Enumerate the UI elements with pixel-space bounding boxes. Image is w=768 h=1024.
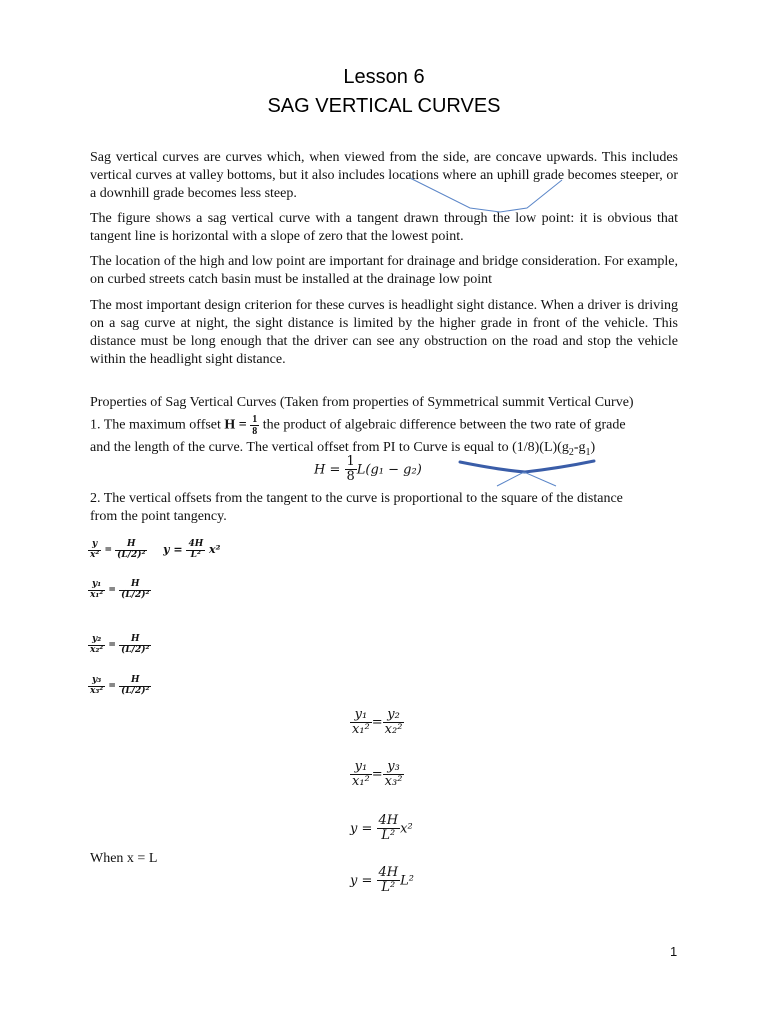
se2-rd: (L/2)²: [121, 644, 150, 655]
se1-ld: x₁²: [90, 589, 104, 600]
se2-ln: y₂: [88, 635, 105, 646]
cea-ln: y₁: [350, 708, 372, 723]
when-x-equals-L: When x = L: [90, 851, 158, 866]
paragraph-criterion: The most important design criterion for these curves is headlight sight distance. When a driver is driving on a sag curve at night, the sight distance is limited by the higher grade in front of the vehicle. This distance must be long enough that the driver can see any obstruction on the road and stop the vehicle within the headlight sight distance.: [90, 298, 678, 367]
se2-ld: x₂²: [90, 644, 104, 655]
ceb-ld: x₁²: [352, 774, 370, 790]
ceb-eq: =: [371, 767, 383, 783]
se3-rd: (L/2)²: [121, 685, 150, 696]
item1-dash: -g: [573, 440, 586, 455]
cec-n: 4H: [378, 813, 399, 828]
page-number: 1: [670, 944, 678, 959]
item1-rest: the product of algebraic difference between the two rate of grade: [259, 417, 626, 433]
cea-ld: x₁²: [352, 722, 370, 738]
paragraph-figure: The figure shows a sag vertical curve with a tangent drawn through the low point: it is obvious that tangent line is horizontal with a slope of zero that the lowest point.: [90, 211, 678, 244]
cea-eq: =: [371, 715, 383, 731]
ced-tail: L²: [400, 873, 414, 889]
paragraph-intro: Sag vertical curves are curves which, when viewed from the side, are concave upwards. This includes vertical curves at valley bottoms, but it also includes locations where an uphill grade becomes steeper, or a downhill grade becomes less steep.: [90, 150, 678, 201]
ced-n: 4H: [378, 865, 399, 880]
ceb-rn: y₃: [383, 760, 405, 775]
item1-line2-text: and the length of the curve. The vertical offset from PI to Curve is equal to (1/8)(L)(g: [90, 440, 569, 455]
se0b-n: 4H: [188, 539, 204, 549]
se3-ln: y₃: [88, 676, 105, 687]
sag-curve-sketch-top: [410, 178, 562, 212]
se3-ld: x₃²: [90, 685, 104, 696]
cea-rd: x₂²: [384, 722, 403, 738]
se0-ln: y: [88, 540, 101, 551]
item1-frac-d: 8: [252, 426, 258, 437]
cec-d: L²: [381, 828, 396, 844]
sag-curve-sketch-lines: [497, 472, 556, 486]
se0-rd: (L/2)²: [117, 549, 146, 560]
se2-eq: =: [108, 640, 116, 651]
item1-frac-n: 1: [252, 414, 258, 425]
sag-curve-sketch-bottom: [460, 461, 594, 472]
se0-ld: x²: [90, 549, 100, 560]
eq-H-n: 1: [346, 454, 355, 469]
se3-rn: H: [119, 676, 151, 687]
eq-H-d: 8: [346, 469, 355, 485]
cec-tail: x²: [400, 821, 413, 837]
ceb-ln: y₁: [350, 760, 372, 775]
se1-eq: =: [108, 585, 116, 596]
item1-formula-label: H =: [224, 417, 251, 433]
se0b-lhs: y =: [163, 542, 187, 556]
properties-heading: Properties of Sag Vertical Curves (Taken from properties of Symmetrical summit Vertical Curve): [90, 395, 634, 410]
se0b-d: L²: [190, 549, 201, 560]
se0-rn: H: [115, 540, 147, 551]
lesson-label: Lesson 6: [343, 66, 425, 88]
item1-close: ): [590, 440, 596, 455]
se3-eq: =: [108, 681, 116, 692]
cec-lhs: y =: [350, 821, 377, 837]
se1-ln: y₁: [88, 580, 105, 591]
item2-line1: 2. The vertical offsets from the tangent to the curve is proportional to the square of the distance: [90, 491, 623, 506]
eq-H-rhs: L(g₁ − g₂): [356, 462, 422, 478]
se0-eq: =: [104, 545, 112, 556]
ced-lhs: y =: [350, 873, 377, 889]
ceb-rd: x₃²: [384, 774, 403, 790]
item1-lead: 1. The maximum offset: [90, 417, 225, 433]
item1-sub2: 2: [568, 446, 574, 458]
item2-line2: from the point tangency.: [90, 509, 227, 524]
ced-d: L²: [381, 880, 396, 896]
cea-rn: y₂: [383, 708, 405, 723]
paragraph-drainage: The location of the high and low point are important for drainage and bridge consideration. For example, on curbed streets catch basin must be installed at the drainage low point: [90, 254, 678, 287]
se1-rn: H: [119, 580, 151, 591]
eq-H-lhs: H =: [314, 462, 345, 478]
se2-rn: H: [119, 635, 151, 646]
page-title: SAG VERTICAL CURVES: [267, 95, 501, 117]
item1-sub1: 1: [585, 446, 591, 458]
se1-rd: (L/2)²: [121, 589, 150, 600]
se0b-tail: x²: [205, 542, 221, 556]
